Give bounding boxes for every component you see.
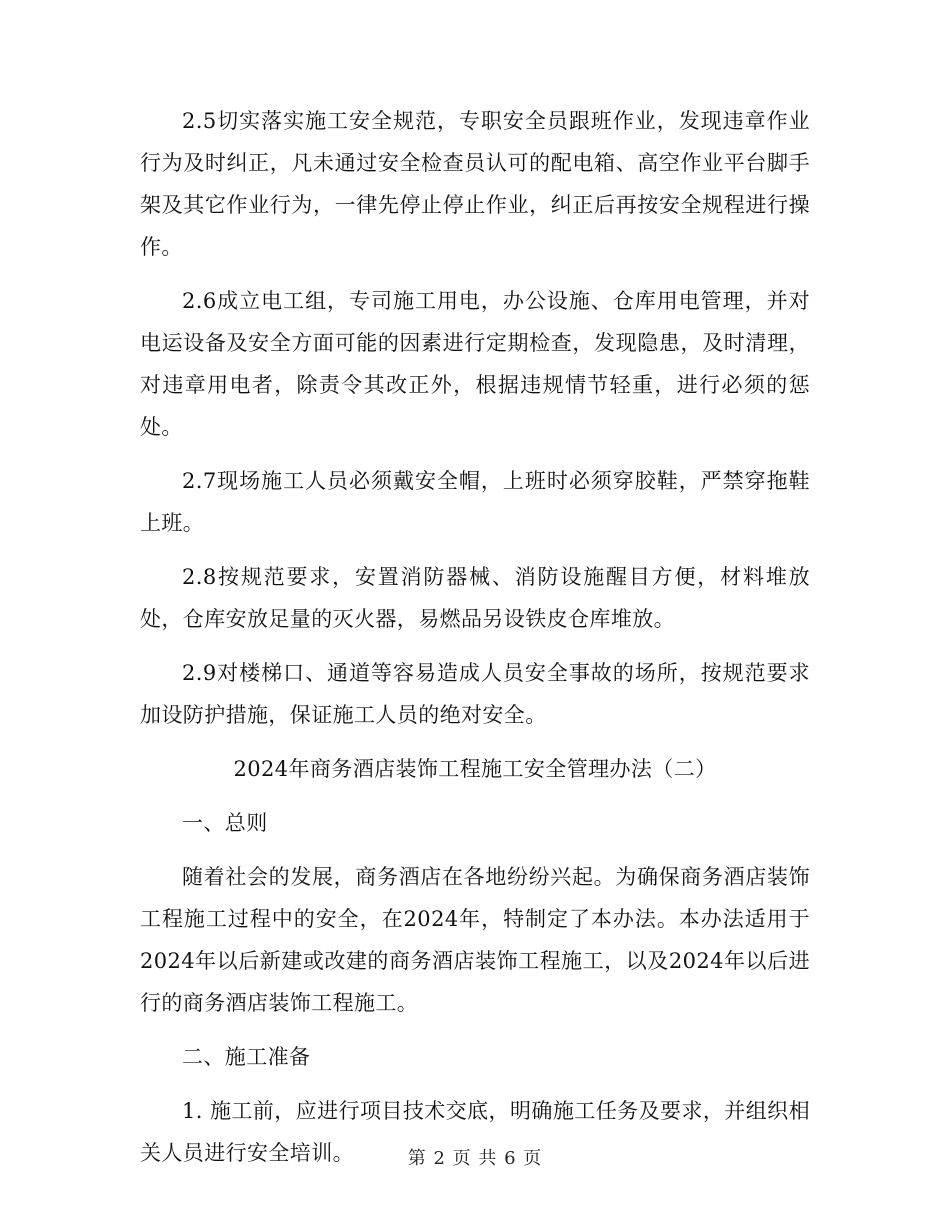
- section-title: 2024年商务酒店装饰工程施工安全管理办法（二）: [233, 757, 717, 781]
- paragraph-2-8: 2.8按规范要求，安置消防器械、消防设施醒目方便，材料堆放处，仓库安放足量的灭火器，易燃品另设铁皮仓库堆放。: [140, 565, 810, 631]
- document-body: [140, 100, 810, 1186]
- paragraph-2-6: 2.6成立电工组，专司施工用电，办公设施、仓库用电管理，并对电运设备及安全方面可能的因素进行定期检查，发现隐患，及时清理，对违章用电者，除责令其改正外，根据违规情节轻重，进行必须的惩处。: [140, 289, 810, 439]
- paragraph-2-5: 2.5切实落实施工安全规范，专职安全员跟班作业，发现违章作业行为及时纠正，凡未通过安全检查员认可的配电箱、高空作业平台脚手架及其它作业行为，一律先停止停止作业，纠正后再按安全规程进行操作。: [140, 109, 810, 259]
- paragraph-2-9: 2.9对楼梯口、通道等容易造成人员安全事故的场所，按规范要求加设防护措施，保证施工人员的绝对安全。: [140, 661, 810, 727]
- heading-preparation: 二、施工准备: [182, 1045, 311, 1069]
- paragraph-general: 随着社会的发展，商务酒店在各地纷纷兴起。为确保商务酒店装饰工程施工过程中的安全，在2024年，特制定了本办法。本办法适用于2024年以后新建或改建的商务酒店装饰工程施工，以及2024年以后进行的商务酒店装饰工程施工。: [140, 865, 810, 1015]
- heading-general: 一、总则: [182, 811, 268, 835]
- paragraph-preparation-1: 1. 施工前，应进行项目技术交底，明确施工任务及要求，并组织相关人员进行安全培训。: [140, 1099, 810, 1165]
- page-number-footer: 第 2 页 共 6 页: [407, 1148, 543, 1169]
- paragraph-2-7: 2.7现场施工人员必须戴安全帽，上班时必须穿胶鞋，严禁穿拖鞋上班。: [140, 469, 810, 535]
